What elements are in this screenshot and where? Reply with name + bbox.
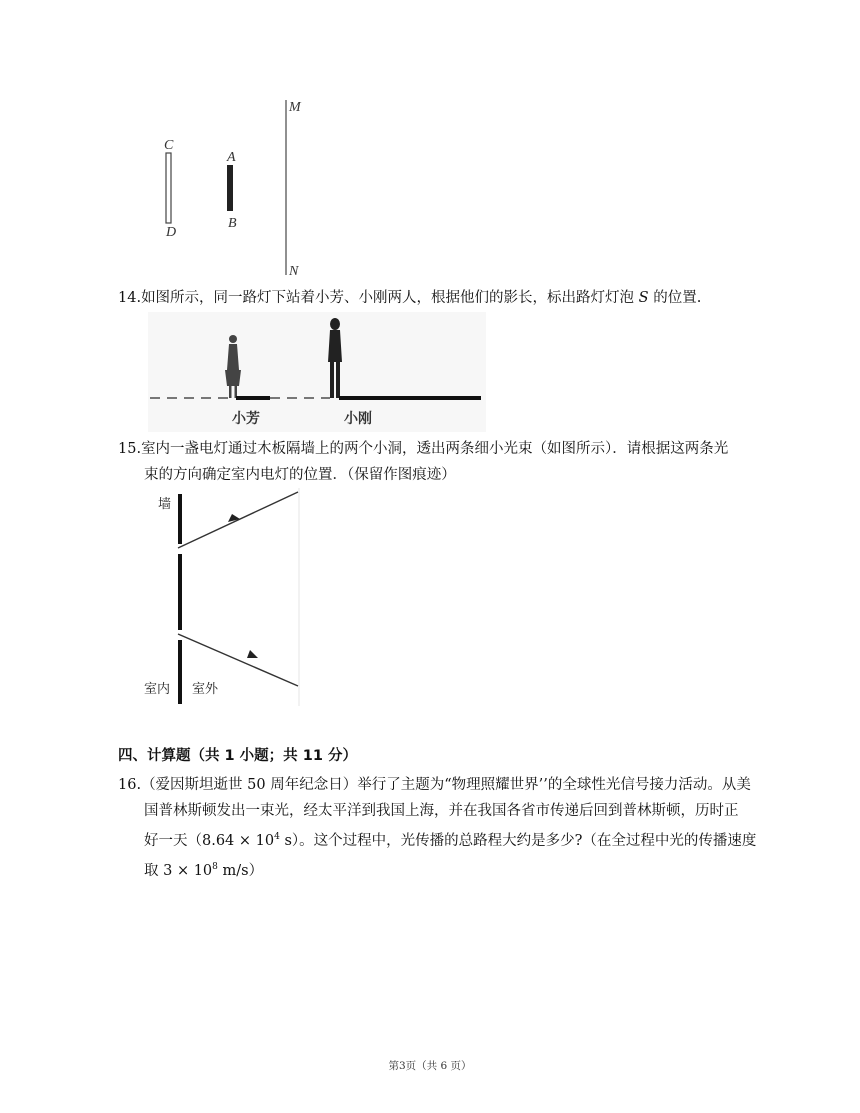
- question-number: 15.: [118, 441, 142, 457]
- light-beam-lower: [178, 634, 298, 686]
- section-heading: 四、计算题（共 1 小题；共 11 分）: [118, 748, 357, 764]
- label-c: C: [164, 138, 174, 153]
- shadow-diagram: [148, 312, 486, 432]
- arrow-head-lower: [247, 650, 258, 658]
- shadow-xiaogang: [339, 396, 481, 400]
- label-n: N: [289, 264, 299, 279]
- object-cd: [166, 153, 171, 223]
- object-ab: [227, 165, 233, 211]
- question-text-line2: 国普林斯顿发出一束光，经太平洋到我国上海，并在我国各省市传递后回到普林斯顿，历时正: [144, 803, 739, 819]
- label-xiaofang: 小芳: [232, 411, 260, 427]
- question-text-line3: 好一天（$8.64 \times 10^4$ s）。这个过程中，光传播的总路程大约是多少?（在全过程中光的传播速度: [144, 832, 757, 849]
- label-d: D: [166, 225, 177, 240]
- shadow-xiaofang: [236, 396, 270, 400]
- question-text-line2: 束的方向确定室内电灯的位置．（保留作图痕迹）: [144, 467, 456, 483]
- label-xiaogang: 小刚: [344, 411, 372, 427]
- question-text-line1: （爱因斯坦逝世 50 周年纪念日）举行了主题为“物理照耀世界’’的全球性光信号接力活动。从美: [141, 777, 751, 793]
- label-a: A: [227, 150, 236, 165]
- question-text: 如图所示，同一路灯下站着小芳、小刚两人，根据他们的影长，标出路灯灯泡: [141, 290, 635, 306]
- mirror-diagram: [150, 95, 320, 280]
- label-wall: 墙: [158, 497, 172, 512]
- math-symbol-s: S: [638, 290, 649, 306]
- question-text-line1: 室内一盏电灯通过木板隔墙上的两个小洞，透出两条细小光束（如图所示）．请根据这两条光: [141, 441, 729, 457]
- question-number: 14.: [118, 290, 142, 306]
- question-15: [118, 436, 728, 488]
- page-footer: 第3页（共 6 页）: [388, 1060, 472, 1072]
- wall-light-diagram: [140, 488, 305, 710]
- question-tail: 的位置.: [653, 290, 702, 306]
- question-text-line4: 取 $3 \times 10^8$ m/s）: [144, 861, 264, 879]
- label-b: B: [228, 216, 237, 231]
- arrow-head-upper: [228, 514, 240, 522]
- label-m: M: [289, 100, 301, 115]
- question-14: [118, 285, 701, 311]
- label-indoor: 室内: [144, 682, 171, 697]
- question-number: 16.: [118, 777, 142, 793]
- question-16: [118, 772, 756, 884]
- label-outdoor: 室外: [192, 682, 219, 697]
- light-beam-upper: [178, 492, 298, 548]
